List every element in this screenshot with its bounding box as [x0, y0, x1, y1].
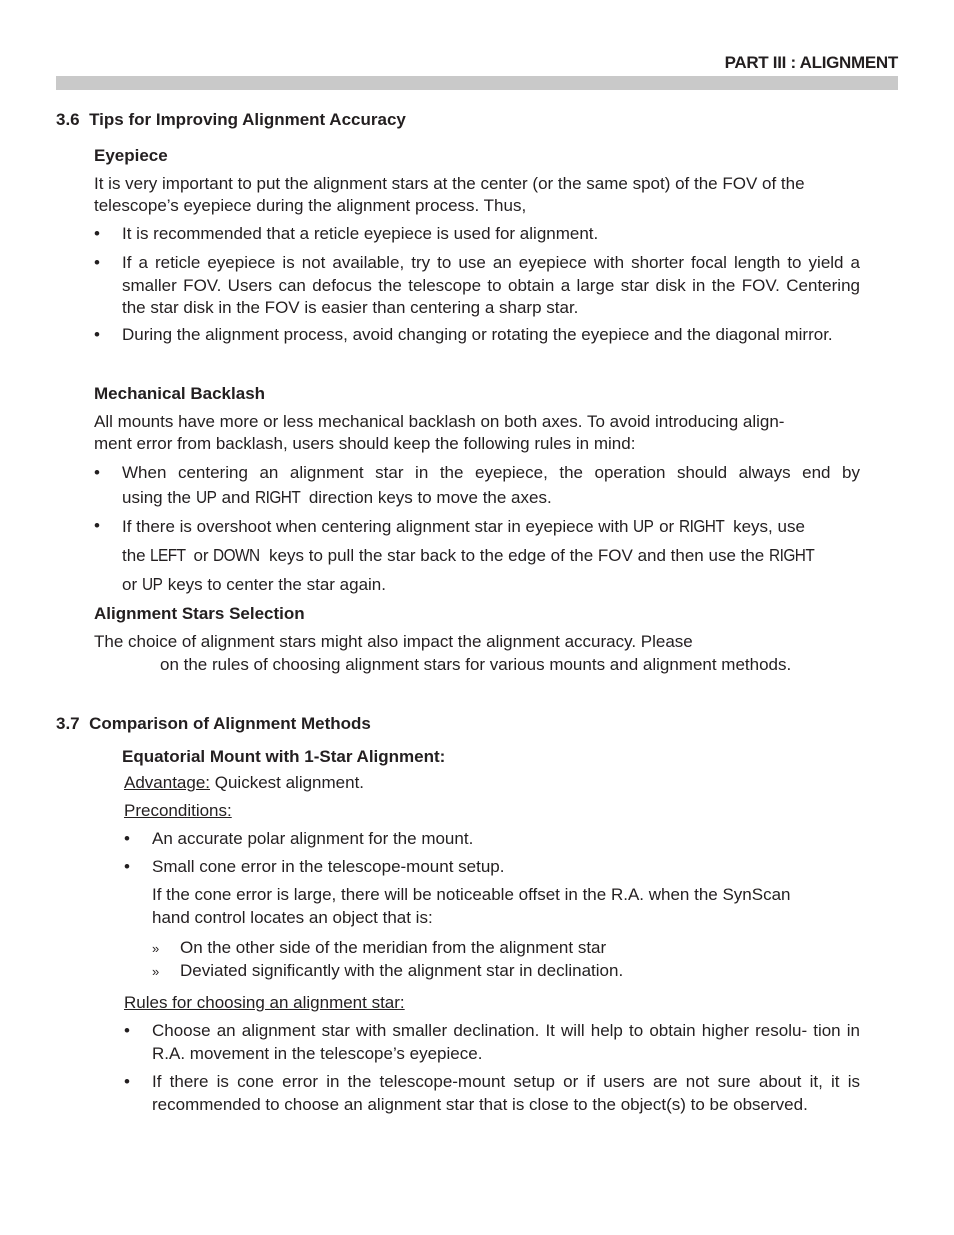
rule-2: If there is cone error in the telescope-mount setup or if users are not sure about it, it is recommended to choose an alignment star that is close to the object(s) to be observed. [152, 1072, 860, 1114]
backlash-bullet-2-line-3: or UP keys to center the star again. [122, 570, 860, 599]
bullet-glyph: • [94, 516, 100, 535]
list-item [124, 1071, 860, 1116]
key-up: UP [633, 516, 654, 536]
bullet-glyph: • [124, 1072, 130, 1091]
eyepiece-bullet-2: If a reticle eyepiece is not available, try to use an eyepiece with shorter focal length to yield a smaller FOV. Users can defocus the telescope to obtain a large star disk in the FOV. Centering the star disk in the FOV is easier than centering a sharp star. [122, 253, 860, 317]
bullet-glyph: • [94, 253, 100, 272]
selection-line-1: The choice of alignment stars might also impact the alignment accuracy. Please [94, 632, 693, 651]
list-item [94, 324, 860, 347]
section-3-7-heading [56, 714, 371, 734]
advantage-line [124, 773, 364, 793]
key-down: DOWN [213, 545, 260, 565]
key-right: RIGHT [254, 486, 300, 507]
cone-error-line-1: If the cone error is large, there will be noticeable offset in the R.A. when the SynScan [152, 885, 791, 904]
cone-error-line-2: hand control locates an object that is: [152, 908, 433, 927]
precondition-2: Small cone error in the telescope-mount setup. [152, 857, 505, 876]
precondition-1: An accurate polar alignment for the mount. [152, 829, 474, 848]
backlash-intro-line-1: All mounts have more or less mechanical backlash on both axes. To avoid introducing align- [94, 412, 785, 431]
list-item [94, 223, 860, 246]
selection-line-2: on the rules of choosing alignment stars for various mounts and alignment methods. [160, 655, 792, 674]
key-right: RIGHT [678, 516, 725, 536]
section-3-6-heading [56, 110, 406, 130]
backlash-heading: Mechanical Backlash [94, 384, 266, 403]
selection-heading: Alignment Stars Selection [94, 604, 305, 623]
rule-1: Choose an alignment star with smaller declination. It will help to obtain higher resolu- tion in R.A. movement in the telescope’s eyepiece. [152, 1021, 860, 1063]
list-item [152, 938, 607, 958]
eyepiece-intro-line-2: telescope’s eyepiece during the alignment process. Thus, [94, 196, 527, 215]
backlash-bullet-2-line-1: If there is overshoot when centering alignment star in eyepiece with UP or RIGHT keys, use [122, 512, 860, 541]
backlash-bullet-2-line-2: the LEFT or DOWN keys to pull the star back to the edge of the FOV and then use the RIGHT [122, 541, 860, 570]
bullet-glyph: • [94, 224, 100, 243]
key-up: UP [141, 574, 163, 594]
key-right: RIGHT [768, 545, 815, 565]
sub-bullet-glyph: » [152, 941, 160, 956]
section-title: Comparison of Alignment Methods [89, 714, 371, 733]
backlash-bullet-1-line-1: When centering an alignment star in the eyepiece, the operation should always end by [122, 463, 860, 482]
bullet-glyph: • [124, 829, 130, 848]
bullet-glyph: • [94, 325, 100, 344]
section-number: 3.7 [56, 714, 80, 733]
list-item [124, 829, 473, 849]
equatorial-1-star-heading: Equatorial Mount with 1-Star Alignment: [122, 747, 446, 766]
list-item [152, 961, 624, 981]
list-item [124, 857, 504, 877]
rules-label: Rules for choosing an alignment star: [124, 993, 405, 1012]
bullet-glyph: • [124, 1021, 130, 1040]
sub-bullet-glyph: » [152, 964, 160, 979]
eyepiece-bullet-3: During the alignment process, avoid changing or rotating the eyepiece and the diagonal mirror. [122, 325, 833, 344]
list-item [94, 462, 860, 510]
key-up: UP [195, 486, 217, 507]
backlash-bullet-1-line-2: using the UP and RIGHT direction keys to move the axes. [122, 486, 552, 507]
header-divider-bar [56, 76, 898, 90]
eyepiece-heading: Eyepiece [94, 146, 168, 165]
section-title: Tips for Improving Alignment Accuracy [89, 110, 406, 129]
list-item [124, 1020, 860, 1065]
backlash-intro-line-2: ment error from backlash, users should keep the following rules in mind: [94, 434, 636, 453]
key-left: LEFT [150, 545, 186, 565]
advantage-label: Advantage: [124, 773, 211, 792]
bullet-glyph: • [124, 857, 130, 876]
eyepiece-bullet-1: It is recommended that a reticle eyepiece is used for alignment. [122, 224, 599, 243]
preconditions-label: Preconditions: [124, 801, 232, 820]
list-item [94, 252, 860, 320]
advantage-text: Quickest alignment. [210, 773, 365, 792]
list-item [94, 512, 860, 599]
page-header-title: PART III : ALIGNMENT [724, 53, 898, 72]
section-number: 3.6 [56, 110, 80, 129]
sub-condition-1: On the other side of the meridian from the alignment star [180, 938, 607, 957]
eyepiece-intro-line-1: It is very important to put the alignment stars at the center (or the same spot) of the FOV of the [94, 174, 805, 193]
bullet-glyph: • [94, 463, 100, 482]
sub-condition-2: Deviated significantly with the alignment star in declination. [180, 961, 624, 980]
